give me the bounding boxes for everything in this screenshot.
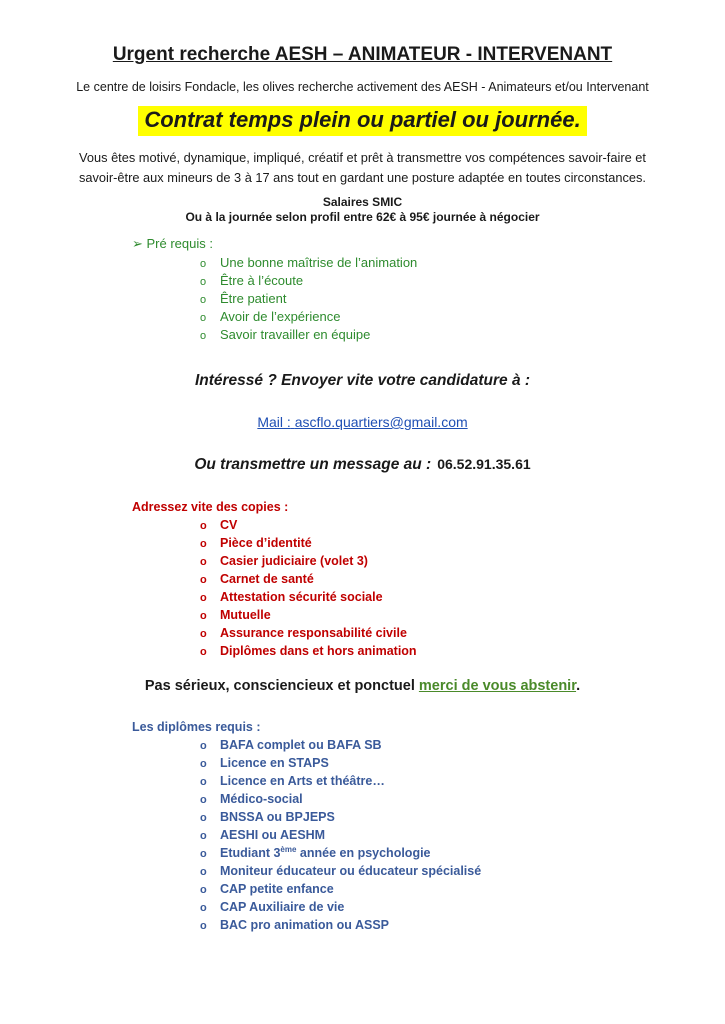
list-item: o CAP Auxiliaire de vie xyxy=(200,898,481,916)
diplomas-list xyxy=(200,736,481,934)
serious-notice xyxy=(0,678,725,694)
copies-heading: Adressez vite des copies : xyxy=(132,500,289,514)
list-item: o Avoir de l’expérience xyxy=(200,308,417,326)
salary-info xyxy=(0,195,725,225)
bullet-icon: o xyxy=(200,258,207,270)
list-item: o BAC pro animation ou ASSP xyxy=(200,916,481,934)
prerequisites-list xyxy=(200,254,417,344)
description-line: Vous êtes motivé, dynamique, impliqué, créatif et prêt à transmettre vos compétences savoir-faire et xyxy=(79,150,646,165)
salary-title: Salaires SMIC xyxy=(322,195,403,209)
bullet-icon: o xyxy=(200,920,207,932)
bullet-icon: o xyxy=(200,776,207,788)
list-item: o Attestation sécurité sociale xyxy=(200,588,417,606)
bullet-icon: o xyxy=(200,740,207,752)
diplomas-heading: Les diplômes requis : xyxy=(132,720,261,734)
job-description xyxy=(60,148,665,188)
contract-banner: Contrat temps plein ou partiel ou journée. xyxy=(138,106,586,136)
list-item: o Savoir travailler en équipe xyxy=(200,326,417,344)
phone-label: Ou transmettre un message au : xyxy=(194,456,432,473)
phone-contact xyxy=(0,456,725,474)
page-title: Urgent recherche AESH – ANIMATEUR - INTERVENANT xyxy=(112,44,613,65)
serious-end: . xyxy=(576,678,581,694)
bullet-icon: o xyxy=(200,884,207,896)
bullet-icon: o xyxy=(200,592,207,604)
intro-text: Le centre de loisirs Fondacle, les olives recherche activement des AESH - Animateurs et/ou Intervenant xyxy=(76,80,649,94)
list-item: o BNSSA ou BPJEPS xyxy=(200,808,481,826)
list-item: o Être à l’écoute xyxy=(200,272,417,290)
bullet-icon: o xyxy=(200,294,207,306)
list-item: o Assurance responsabilité civile xyxy=(200,624,417,642)
bullet-icon: o xyxy=(200,628,207,640)
serious-text: Pas sérieux, consciencieux et ponctuel xyxy=(144,678,415,694)
bullet-icon: o xyxy=(200,758,207,770)
application-prompt: Intéressé ? Envoyer vite votre candidature à : xyxy=(194,372,531,389)
bullet-icon: o xyxy=(200,312,207,324)
list-item: o Carnet de santé xyxy=(200,570,417,588)
bullet-icon: o xyxy=(200,610,207,622)
prerequisites-heading: ➢ Pré requis : xyxy=(132,236,213,251)
list-item: o CAP petite enfance xyxy=(200,880,481,898)
list-item: o Diplômes dans et hors animation xyxy=(200,642,417,660)
list-item: o Etudiant 3ème année en psychologie xyxy=(200,844,481,862)
abstain-link[interactable]: merci de vous abstenir xyxy=(418,678,577,694)
list-item: o CV xyxy=(200,516,417,534)
list-item: o Moniteur éducateur ou éducateur spécialisé xyxy=(200,862,481,880)
bullet-icon: o xyxy=(200,830,207,842)
bullet-icon: o xyxy=(200,276,207,288)
list-item: o Licence en Arts et théâtre… xyxy=(200,772,481,790)
list-item: o AESHI ou AESHM xyxy=(200,826,481,844)
bullet-icon: o xyxy=(200,646,207,658)
mail-link[interactable] xyxy=(0,414,725,430)
list-item: o Médico-social xyxy=(200,790,481,808)
list-item: o Être patient xyxy=(200,290,417,308)
list-item: o Licence en STAPS xyxy=(200,754,481,772)
mail-address[interactable]: ascflo.quartiers@gmail.com xyxy=(294,414,468,430)
bullet-icon: o xyxy=(200,574,207,586)
bullet-icon: o xyxy=(200,538,207,550)
description-line: savoir-être aux mineurs de 3 à 17 ans tout en gardant une posture adaptée en toutes circonstances. xyxy=(79,170,646,185)
bullet-icon: o xyxy=(200,866,207,878)
list-item: o Une bonne maîtrise de l’animation xyxy=(200,254,417,272)
copies-list xyxy=(200,516,417,660)
list-item: o Pièce d’identité xyxy=(200,534,417,552)
mail-label: Mail : xyxy=(257,414,291,430)
bullet-icon: o xyxy=(200,812,207,824)
bullet-icon: o xyxy=(200,794,207,806)
list-item: o Mutuelle xyxy=(200,606,417,624)
bullet-icon: o xyxy=(200,330,207,342)
list-item: o BAFA complet ou BAFA SB xyxy=(200,736,481,754)
list-item: o Casier judiciaire (volet 3) xyxy=(200,552,417,570)
bullet-icon: o xyxy=(200,556,207,568)
phone-number[interactable]: 06.52.91.35.61 xyxy=(437,456,531,472)
bullet-icon: o xyxy=(200,848,207,860)
bullet-icon: o xyxy=(200,902,207,914)
salary-detail: Ou à la journée selon profil entre 62€ à 95€ journée à négocier xyxy=(185,210,540,224)
bullet-icon: o xyxy=(200,520,207,532)
